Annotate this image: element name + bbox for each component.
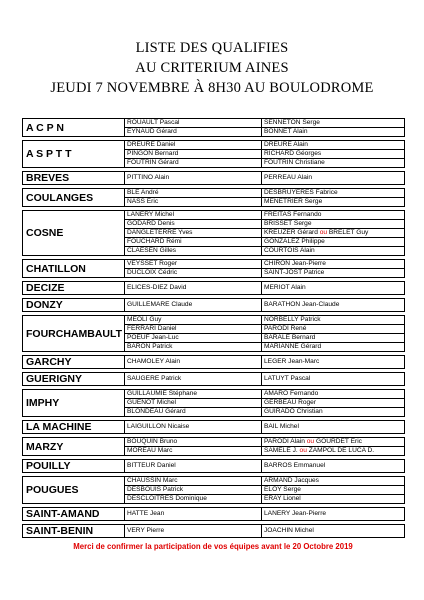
player-2: CHIRON Jean-Pierre	[262, 260, 405, 269]
title-line-2: AU CRITERIUM AINES	[135, 60, 289, 76]
player-1: FOUTRIN Gérard	[125, 159, 262, 168]
player-1: DANGLETERRE Yves	[125, 229, 262, 238]
player-2: BARALE Bernard	[262, 334, 405, 343]
player-2: KREUZER Gérard ou BRELET Guy	[262, 229, 405, 238]
player-1: VERY Pierre	[125, 525, 262, 538]
player-2: DREURE Alain	[262, 141, 405, 150]
player-1: GUILLAUMIE Stéphane	[125, 390, 262, 399]
club-name: COULANGES	[23, 189, 125, 207]
club-name: COSNE	[23, 211, 125, 256]
player-2: PARODI Alain ou GOURDET Eric	[262, 438, 405, 447]
player-2: GUIRADO Christian	[262, 408, 405, 417]
table-row	[23, 172, 405, 185]
player-1: FOUCHARD Rémi	[125, 238, 262, 247]
player-1: ROUAULT Pascal	[125, 119, 262, 128]
club-name: LA MACHINE	[23, 421, 125, 434]
player-1: FERRARI Daniel	[125, 325, 262, 334]
player-2: BARROS Emmanuel	[262, 460, 405, 473]
player-2: NORBELLY Patrick	[262, 316, 405, 325]
table-row	[23, 316, 405, 325]
player-2: BONNET Alain	[262, 128, 405, 137]
club-name: GUERIGNY	[23, 373, 125, 386]
player-2: SENNETON Serge	[262, 119, 405, 128]
player-1: PITTINO Alain	[125, 172, 262, 185]
player-2: ELOY Serge	[262, 486, 405, 495]
qualified-table	[22, 118, 405, 538]
player-2: RICHARD Géorges	[262, 150, 405, 159]
player-1: LAIGUILLON Nicaise	[125, 421, 262, 434]
player-1: NASS Eric	[125, 198, 262, 207]
club-name: CHATILLON	[23, 260, 125, 278]
club-name: BREVES	[23, 172, 125, 185]
qualified-table-body	[23, 119, 405, 538]
club-name: SAINT-BENIN	[23, 525, 125, 538]
player-1: MEOLI Guy	[125, 316, 262, 325]
player-1: BITTEUR Daniel	[125, 460, 262, 473]
table-row	[23, 525, 405, 538]
player-2: SAMELE J. ou ZAMPOL DE LUCA D.	[262, 447, 405, 456]
player-2: LEGER Jean-Marc	[262, 356, 405, 369]
player-1: DESCLOITRES Dominique	[125, 495, 262, 504]
player-2: AMARO Fernando	[262, 390, 405, 399]
player-1: BLONDEAU Gérard	[125, 408, 262, 417]
player-2: MENETRIER Serge	[262, 198, 405, 207]
player-1: BLE André	[125, 189, 262, 198]
or-connector: ou	[319, 229, 328, 236]
player-1: GUENOT Michel	[125, 399, 262, 408]
or-connector: ou	[299, 447, 307, 454]
player-1: DREURE Daniel	[125, 141, 262, 150]
player-2: PARODI René	[262, 325, 405, 334]
table-row	[23, 438, 405, 447]
player-1: VEYSSET Roger	[125, 260, 262, 269]
or-connector: ou	[306, 438, 315, 445]
player-1: SAUGERE Patrick	[125, 373, 262, 386]
club-name: FOURCHAMBAULT	[23, 316, 125, 352]
club-name: SAINT-AMAND	[23, 508, 125, 521]
player-2: JOACHIN Michel	[262, 525, 405, 538]
player-2: LANERY Jean-Pierre	[262, 508, 405, 521]
table-row	[23, 508, 405, 521]
player-2: BARATHON Jean-Claude	[262, 299, 405, 312]
player-1: DESBOUIS Patrick	[125, 486, 262, 495]
table-row	[23, 373, 405, 386]
table-row	[23, 119, 405, 128]
player-2: MARIANNE Gérard	[262, 343, 405, 352]
title-line-3: JEUDI 7 NOVEMBRE À 8H30 AU BOULODROME	[50, 80, 374, 96]
player-1: EYNAUD Gérard	[125, 128, 262, 137]
player-2: FREITAS Fernando	[262, 211, 405, 220]
club-name: A C P N	[23, 119, 125, 137]
title-line-1: LISTE DES QUALIFIES	[135, 40, 289, 56]
table-row	[23, 211, 405, 220]
player-2: COURTOIS Alain	[262, 247, 405, 256]
player-1: PINGON Bernard	[125, 150, 262, 159]
player-2: GERBEAU Roger	[262, 399, 405, 408]
club-name: DECIZE	[23, 282, 125, 295]
player-2: LATUYT Pascal	[262, 373, 405, 386]
table-row	[23, 299, 405, 312]
player-1: BARON Patrick	[125, 343, 262, 352]
player-1: CHAMOLEY Alain	[125, 356, 262, 369]
player-1: LANERY Michel	[125, 211, 262, 220]
player-1: DUCLOIX Cédric	[125, 269, 262, 278]
player-2: SAINT-JOST Patrice	[262, 269, 405, 278]
player-1: GODARD Denis	[125, 220, 262, 229]
table-row	[23, 189, 405, 198]
player-2: PERREAU Alain	[262, 172, 405, 185]
club-name: POUILLY	[23, 460, 125, 473]
player-1: CLAESEN Gilles	[125, 247, 262, 256]
player-1: MOREAU Marc	[125, 447, 262, 456]
player-1: HATTE Jean	[125, 508, 262, 521]
player-2: BRISSET Serge	[262, 220, 405, 229]
table-row	[23, 260, 405, 269]
player-1: GUILLEMARE Claude	[125, 299, 262, 312]
footer-note: Merci de confirmer la participation de vos équipes avant le 20 Octobre 2019	[73, 542, 353, 551]
player-2: GONZALEZ Philippe	[262, 238, 405, 247]
player-2: ERAY Lionel	[262, 495, 405, 504]
table-row	[23, 390, 405, 399]
club-name: A S P T T	[23, 141, 125, 168]
player-1: BOUQUIN Bruno	[125, 438, 262, 447]
player-2: BAIL Michel	[262, 421, 405, 434]
player-1: CHAUSSIN Marc	[125, 477, 262, 486]
table-row	[23, 477, 405, 486]
player-2: DESBRUYERES Fabrice	[262, 189, 405, 198]
player-1: POEUF Jean-Luc	[125, 334, 262, 343]
club-name: IMPHY	[23, 390, 125, 417]
club-name: MARZY	[23, 438, 125, 456]
table-row	[23, 421, 405, 434]
player-1: ELICES-DIEZ David	[125, 282, 262, 295]
player-2: ARMAND Jacques	[262, 477, 405, 486]
table-row	[23, 141, 405, 150]
player-2: FOUTRIN Christiane	[262, 159, 405, 168]
table-row	[23, 460, 405, 473]
club-name: GARCHY	[23, 356, 125, 369]
club-name: DONZY	[23, 299, 125, 312]
table-row	[23, 282, 405, 295]
player-2: MERIOT Alain	[262, 282, 405, 295]
table-row	[23, 356, 405, 369]
club-name: POUGUES	[23, 477, 125, 504]
